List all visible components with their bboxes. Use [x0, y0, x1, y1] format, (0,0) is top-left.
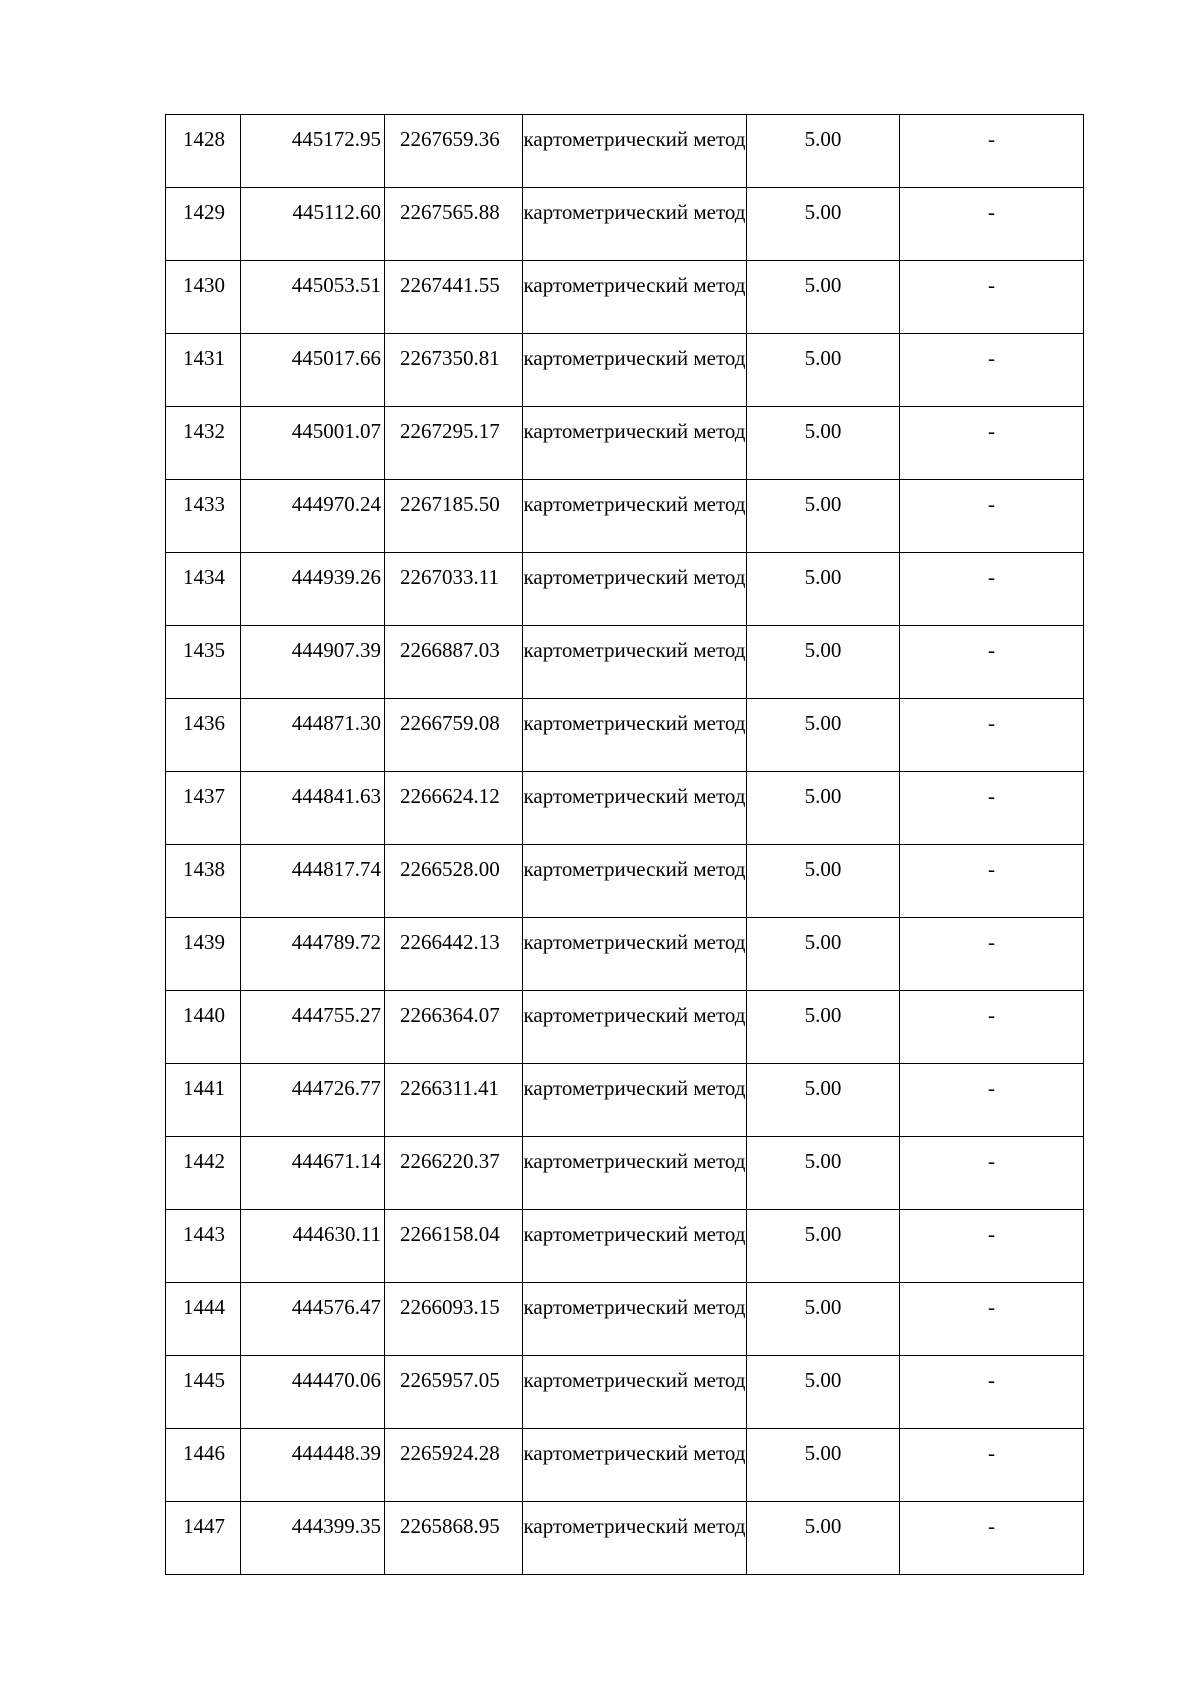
y-coordinate-cell: 2266624.12: [385, 772, 523, 845]
precision-cell: 5.00: [747, 407, 900, 480]
description-cell: -: [900, 480, 1084, 553]
point-number-cell: 1431: [166, 334, 241, 407]
description-cell: -: [900, 1137, 1084, 1210]
point-number-cell: 1441: [166, 1064, 241, 1137]
table-row: [166, 918, 1084, 991]
description-cell: -: [900, 261, 1084, 334]
description-cell: -: [900, 115, 1084, 188]
point-number-cell: 1432: [166, 407, 241, 480]
point-number-cell: 1447: [166, 1502, 241, 1575]
x-coordinate-cell: 444726.77: [241, 1064, 385, 1137]
description-cell: -: [900, 1502, 1084, 1575]
x-coordinate-cell: 444470.06: [241, 1356, 385, 1429]
x-coordinate-cell: 444448.39: [241, 1429, 385, 1502]
y-coordinate-cell: 2267350.81: [385, 334, 523, 407]
precision-cell: 5.00: [747, 991, 900, 1064]
y-coordinate-cell: 2266528.00: [385, 845, 523, 918]
precision-cell: 5.00: [747, 1356, 900, 1429]
point-number-cell: 1446: [166, 1429, 241, 1502]
y-coordinate-cell: 2265868.95: [385, 1502, 523, 1575]
point-number-cell: 1444: [166, 1283, 241, 1356]
table-row: [166, 261, 1084, 334]
description-cell: -: [900, 918, 1084, 991]
point-number-cell: 1438: [166, 845, 241, 918]
precision-cell: 5.00: [747, 261, 900, 334]
description-cell: -: [900, 1356, 1084, 1429]
method-cell: картометрический метод: [523, 918, 747, 991]
x-coordinate-cell: 444399.35: [241, 1502, 385, 1575]
method-cell: картометрический метод: [523, 845, 747, 918]
x-coordinate-cell: 444841.63: [241, 772, 385, 845]
method-cell: картометрический метод: [523, 772, 747, 845]
precision-cell: 5.00: [747, 1429, 900, 1502]
description-cell: -: [900, 699, 1084, 772]
x-coordinate-cell: 444576.47: [241, 1283, 385, 1356]
method-cell: картометрический метод: [523, 188, 747, 261]
table-row: [166, 991, 1084, 1064]
method-cell: картометрический метод: [523, 1210, 747, 1283]
point-number-cell: 1443: [166, 1210, 241, 1283]
method-cell: картометрический метод: [523, 334, 747, 407]
point-number-cell: 1436: [166, 699, 241, 772]
y-coordinate-cell: 2265924.28: [385, 1429, 523, 1502]
point-number-cell: 1442: [166, 1137, 241, 1210]
table-row: [166, 772, 1084, 845]
y-coordinate-cell: 2265957.05: [385, 1356, 523, 1429]
method-cell: картометрический метод: [523, 407, 747, 480]
x-coordinate-cell: 444755.27: [241, 991, 385, 1064]
point-number-cell: 1439: [166, 918, 241, 991]
method-cell: картометрический метод: [523, 480, 747, 553]
precision-cell: 5.00: [747, 1064, 900, 1137]
table-row: [166, 626, 1084, 699]
x-coordinate-cell: 444970.24: [241, 480, 385, 553]
table-row: [166, 334, 1084, 407]
x-coordinate-cell: 444871.30: [241, 699, 385, 772]
table-row: [166, 1356, 1084, 1429]
table-row: [166, 188, 1084, 261]
point-number-cell: 1445: [166, 1356, 241, 1429]
y-coordinate-cell: 2266364.07: [385, 991, 523, 1064]
y-coordinate-cell: 2266093.15: [385, 1283, 523, 1356]
method-cell: картометрический метод: [523, 1429, 747, 1502]
x-coordinate-cell: 444907.39: [241, 626, 385, 699]
description-cell: -: [900, 1429, 1084, 1502]
table-row: [166, 1429, 1084, 1502]
method-cell: картометрический метод: [523, 1137, 747, 1210]
table-row: [166, 407, 1084, 480]
y-coordinate-cell: 2267033.11: [385, 553, 523, 626]
y-coordinate-cell: 2267441.55: [385, 261, 523, 334]
table-row: [166, 1064, 1084, 1137]
table-row: [166, 1137, 1084, 1210]
table-row: [166, 699, 1084, 772]
table-row: [166, 553, 1084, 626]
precision-cell: 5.00: [747, 1283, 900, 1356]
x-coordinate-cell: 444939.26: [241, 553, 385, 626]
method-cell: картометрический метод: [523, 991, 747, 1064]
point-number-cell: 1433: [166, 480, 241, 553]
y-coordinate-cell: 2266220.37: [385, 1137, 523, 1210]
method-cell: картометрический метод: [523, 553, 747, 626]
precision-cell: 5.00: [747, 845, 900, 918]
y-coordinate-cell: 2267185.50: [385, 480, 523, 553]
y-coordinate-cell: 2266311.41: [385, 1064, 523, 1137]
description-cell: -: [900, 553, 1084, 626]
precision-cell: 5.00: [747, 334, 900, 407]
table-row: [166, 1210, 1084, 1283]
description-cell: -: [900, 991, 1084, 1064]
coordinates-table: [165, 114, 1084, 1575]
method-cell: картометрический метод: [523, 261, 747, 334]
description-cell: -: [900, 1064, 1084, 1137]
method-cell: картометрический метод: [523, 1502, 747, 1575]
y-coordinate-cell: 2266759.08: [385, 699, 523, 772]
description-cell: -: [900, 845, 1084, 918]
precision-cell: 5.00: [747, 188, 900, 261]
x-coordinate-cell: 444817.74: [241, 845, 385, 918]
method-cell: картометрический метод: [523, 115, 747, 188]
precision-cell: 5.00: [747, 115, 900, 188]
x-coordinate-cell: 445053.51: [241, 261, 385, 334]
point-number-cell: 1435: [166, 626, 241, 699]
table-row: [166, 1283, 1084, 1356]
coordinates-table-body: [166, 115, 1084, 1575]
description-cell: -: [900, 626, 1084, 699]
table-row: [166, 845, 1084, 918]
description-cell: -: [900, 188, 1084, 261]
method-cell: картометрический метод: [523, 1064, 747, 1137]
method-cell: картометрический метод: [523, 626, 747, 699]
x-coordinate-cell: 445172.95: [241, 115, 385, 188]
description-cell: -: [900, 1283, 1084, 1356]
precision-cell: 5.00: [747, 1502, 900, 1575]
description-cell: -: [900, 772, 1084, 845]
y-coordinate-cell: 2266887.03: [385, 626, 523, 699]
point-number-cell: 1440: [166, 991, 241, 1064]
x-coordinate-cell: 445001.07: [241, 407, 385, 480]
point-number-cell: 1434: [166, 553, 241, 626]
precision-cell: 5.00: [747, 772, 900, 845]
y-coordinate-cell: 2267295.17: [385, 407, 523, 480]
y-coordinate-cell: 2266442.13: [385, 918, 523, 991]
description-cell: -: [900, 1210, 1084, 1283]
precision-cell: 5.00: [747, 553, 900, 626]
method-cell: картометрический метод: [523, 699, 747, 772]
y-coordinate-cell: 2267659.36: [385, 115, 523, 188]
point-number-cell: 1430: [166, 261, 241, 334]
x-coordinate-cell: 444630.11: [241, 1210, 385, 1283]
y-coordinate-cell: 2267565.88: [385, 188, 523, 261]
precision-cell: 5.00: [747, 626, 900, 699]
precision-cell: 5.00: [747, 699, 900, 772]
x-coordinate-cell: 444671.14: [241, 1137, 385, 1210]
method-cell: картометрический метод: [523, 1356, 747, 1429]
precision-cell: 5.00: [747, 1210, 900, 1283]
y-coordinate-cell: 2266158.04: [385, 1210, 523, 1283]
point-number-cell: 1428: [166, 115, 241, 188]
method-cell: картометрический метод: [523, 1283, 747, 1356]
table-row: [166, 480, 1084, 553]
point-number-cell: 1429: [166, 188, 241, 261]
precision-cell: 5.00: [747, 1137, 900, 1210]
table-row: [166, 1502, 1084, 1575]
description-cell: -: [900, 407, 1084, 480]
point-number-cell: 1437: [166, 772, 241, 845]
x-coordinate-cell: 444789.72: [241, 918, 385, 991]
x-coordinate-cell: 445112.60: [241, 188, 385, 261]
precision-cell: 5.00: [747, 480, 900, 553]
x-coordinate-cell: 445017.66: [241, 334, 385, 407]
table-row: [166, 115, 1084, 188]
description-cell: -: [900, 334, 1084, 407]
precision-cell: 5.00: [747, 918, 900, 991]
